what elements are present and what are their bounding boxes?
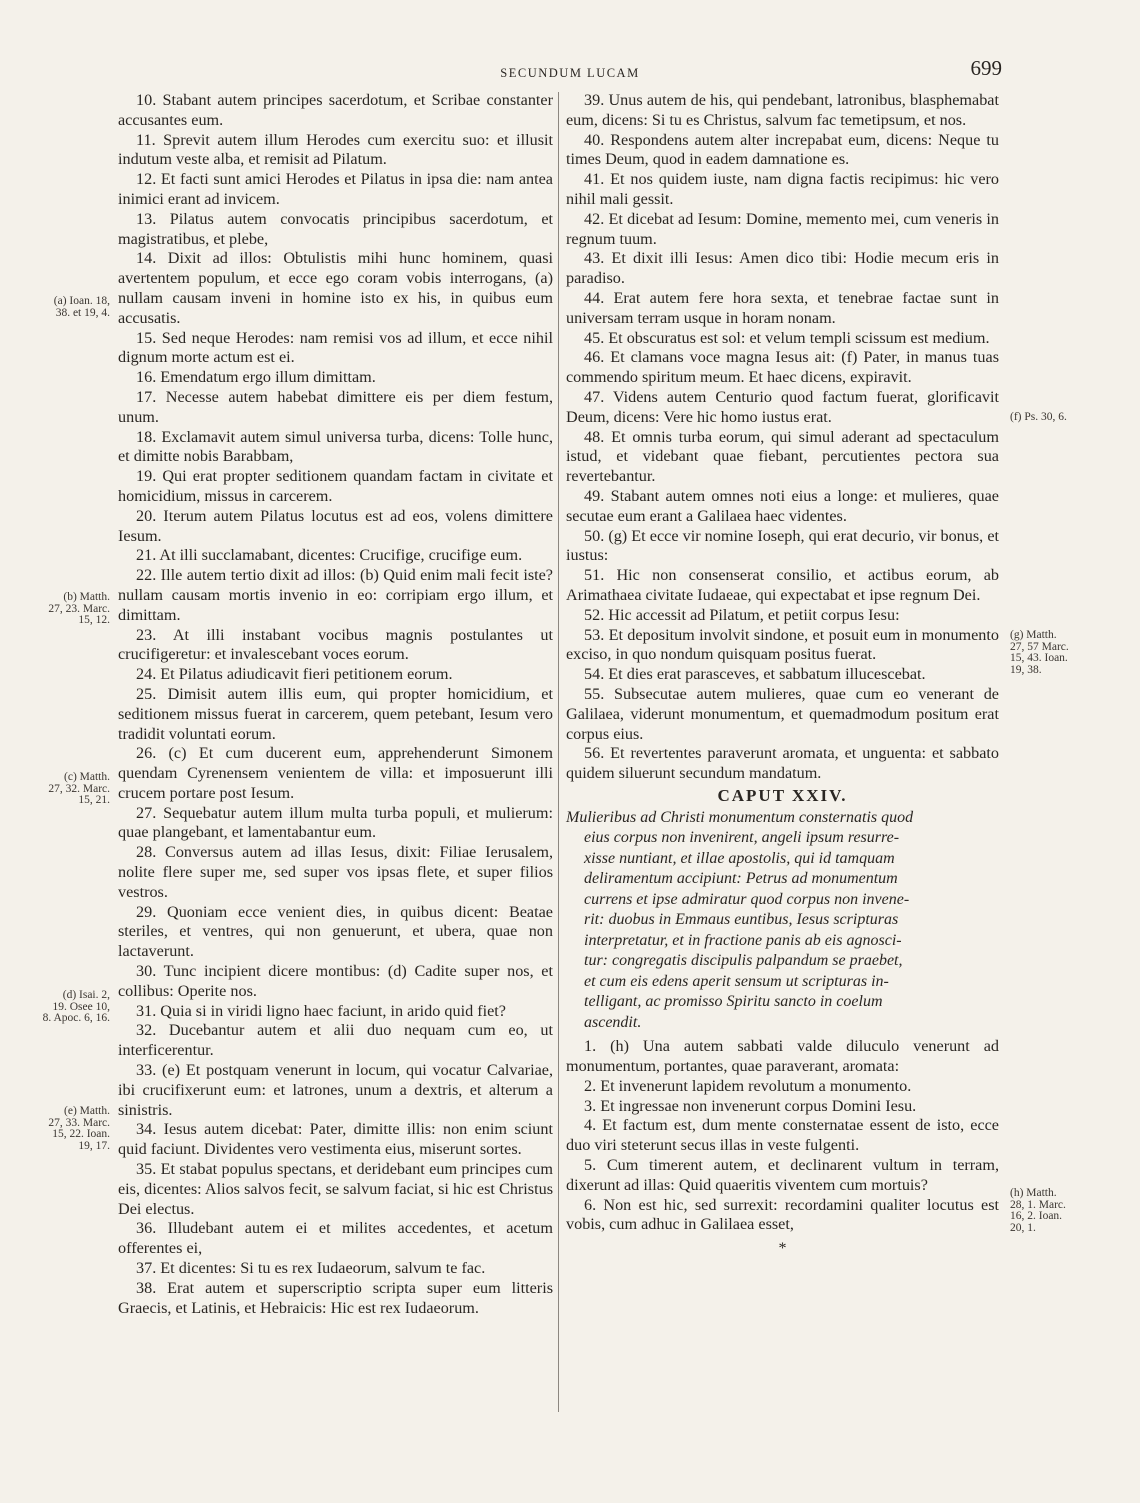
summary-line: tur: congregatis discipulis palpandum se praebet, (584, 952, 903, 970)
margin-note-h (1010, 1188, 1090, 1234)
margin-note-g (1010, 630, 1090, 676)
summary-line: telligant, ac promisso Spiritu sancto in coelum (584, 993, 883, 1011)
verse: 36. Illudebant autem ei et milites accedentes, et acetum offerentes ei, (118, 1219, 553, 1258)
verse: 5. Cum timerent autem, et declinarent vultum in terram, dixerunt ad illas: Quid quaeritis viventem cum mortuis? (566, 1155, 999, 1194)
verse: 44. Erat autem fere hora sexta, et tenebrae factae sunt in universam terram usque in horam nonam. (566, 288, 999, 327)
note-line: 16, 2. Ioan. (1010, 1210, 1063, 1222)
note-line: (c) Matth. (64, 771, 110, 783)
page-number: 699 (970, 56, 1002, 80)
note-line: 19, 17. (78, 1139, 110, 1152)
note-line: 20, 1. (1010, 1221, 1036, 1234)
verse: 32. Ducebantur autem et alii duo nequam cum eo, ut interficerentur. (118, 1021, 553, 1060)
verse: 31. Quia si in viridi ligno haec faciunt, in arido quid fiet? (136, 1001, 506, 1020)
note-line: (g) Matth. (1010, 629, 1057, 641)
verse: 13. Pilatus autem convocatis principibus sacerdotum, et magistratibus, et plebe, (118, 209, 553, 248)
verse: 46. Et clamans voce magna Iesus ait: (f) Pater, in manus tuas commendo spiritum meum. Et haec dicens, expiravit. (566, 348, 999, 387)
note-line: 28, 1. Marc. (1010, 1198, 1066, 1211)
summary-line: xisse nuntiant, et illae apostolis, qui id tamquam (584, 849, 895, 867)
verse: 11. Sprevit autem illum Herodes cum exercitu suo: et illusit indutum veste alba, et remisit ad Pilatum. (118, 130, 553, 169)
verse: 14. Dixit ad illos: Obtulistis mihi hunc hominem, quasi avertentem populum, et ecce ego coram vobis interrogans, (a) nullam causam inveni in homine isto ex his, in quibus eum accusatis. (118, 249, 553, 327)
verse: 3. Et ingressae non invenerunt corpus Domini Iesu. (584, 1096, 917, 1115)
verse: 19. Qui erat propter seditionem quandam factam in civitate et homicidium, missus in carcerem. (118, 467, 553, 505)
note-line: 27, 32. Marc. (48, 782, 110, 795)
summary-line: currens et ipse admiratur quod corpus non invene- (584, 890, 910, 908)
verse: 18. Exclamavit autem simul universa turba, dicens: Tolle hunc, et dimitte nobis Barabbam, (118, 427, 553, 466)
verse: 15. Sed neque Herodes: nam remisi vos ad illum, et ecce nihil dignum morte actum est ei. (118, 328, 553, 367)
note-line: (b) Matth. (63, 591, 110, 603)
summary-line: interpretatur, et in fractione panis ab eis agnosci- (584, 931, 902, 949)
verse: 39. Unus autem de his, qui pendebant, latronibus, blasphemabat eum, dicens: Si tu es Christus, salvum fac temetipsum, et nos. (566, 91, 999, 129)
margin-note-e (34, 1106, 110, 1152)
margin-note-d (34, 990, 110, 1025)
note-line: 15, 12. (78, 614, 110, 626)
chapter-summary (566, 808, 999, 1034)
verse: 35. Et stabat populus spectans, et deridebant eum principes cum eis, dicentes: Alios salvos fecit, se salvum faciat, si hic est Christus Dei electus. (118, 1160, 553, 1218)
verse: 30. Tunc incipient dicere montibus: (d) Cadite super nos, et collibus: Operite nos. (118, 962, 553, 1000)
chapter-heading: CAPUT XXIV. (717, 785, 848, 805)
verse: 47. Videns autem Centurio quod factum fuerat, glorificavit Deum, dicens: Vere hic homo iustus erat. (566, 387, 999, 426)
summary-line: ascendit. (584, 1013, 642, 1031)
right-column (566, 91, 999, 1259)
note-line: 19, 38. (1010, 663, 1042, 676)
note-line: 15, 21. (78, 794, 110, 806)
verse: 38. Erat autem et superscriptio scripta super eum litteris Graecis, et Latinis, et Hebraicis: Hic est rex Iudaeorum. (118, 1278, 553, 1317)
summary-line: eius corpus non invenirent, angeli ipsum resurre- (584, 829, 900, 847)
verse: 33. (e) Et postquam venerunt in locum, qui vocatur Calvariae, ibi crucifixerunt eum: et latrones, unum a dextris, et alterum a sinistris. (118, 1061, 553, 1119)
end-mark: * (778, 1240, 787, 1258)
running-title: SECUNDUM LUCAM (500, 66, 640, 80)
verse: 50. (g) Et ecce vir nomine Ioseph, qui erat decurio, vir bonus, et iustus: (566, 526, 999, 565)
verse: 45. Et obscuratus est sol: et velum templi scissum est medium. (584, 328, 990, 347)
verse: 25. Dimisit autem illis eum, qui propter homicidium, et seditionem missus fuerat in carcerem, quem petebant, Iesum vero tradidit voluntati eorum. (118, 684, 553, 743)
margin-note-a (34, 296, 110, 319)
verse: 4. Et factum est, dum mente consternatae essent de isto, ecce duo viri steterunt secus illas in veste fulgenti. (566, 1116, 999, 1155)
note-line: 27, 57 Marc. (1010, 640, 1069, 653)
verse: 1. (h) Una autem sabbati valde diluculo venerunt ad monumentum, portantes, quae paraverant, aromata: (566, 1037, 999, 1075)
note-line: 15, 43. Ioan. (1010, 652, 1068, 664)
note-line: 8. Apoc. 6, 16. (42, 1012, 110, 1024)
note-line: 38. et 19, 4. (55, 306, 110, 319)
verse: 48. Et omnis turba eorum, qui simul aderant ad spectaculum istud, et videbant quae fiebant, percutientes pectora sua revertebantur. (566, 427, 999, 486)
left-column (118, 91, 553, 1318)
summary-line: Mulieribus ad Christi monumentum consternatis quod (566, 808, 914, 826)
note-line: (f) Ps. 30, 6. (1010, 411, 1067, 423)
summary-line: et cum eis edens aperit sensum ut scripturas in- (584, 972, 889, 990)
verse: 29. Quoniam ecce venient dies, in quibus dicent: Beatae steriles, et ventres, qui non genuerunt, et ubera, quae non lactaverunt. (118, 902, 553, 961)
verse: 22. Ille autem tertio dixit ad illos: (b) Quid enim mali fecit iste? nullam causam mortis invenio in eo: corripiam ergo illum, et dimittam. (118, 566, 553, 624)
verse: 53. Et depositum involvit sindone, et posuit eum in monumento exciso, in quo nondum quisquam positus fuerat. (566, 625, 999, 664)
verse: 10. Stabant autem principes sacerdotum, et Scribae constanter accusantes eum. (118, 91, 553, 129)
verse: 56. Et revertentes paraverunt aromata, et unguenta: et sabbato quidem siluerunt secundum mandatum. (566, 744, 999, 783)
verse: 2. Et invenerunt lapidem revolutum a monumento. (584, 1076, 912, 1095)
note-line: 19. Osee 10, (52, 1000, 110, 1013)
verse: 23. At illi instabant vocibus magnis postulantes ut crucifigeretur: et invalescebant voces eorum. (118, 625, 553, 664)
margin-note-f (1010, 412, 1090, 424)
note-line: 27, 23. Marc. (48, 602, 110, 615)
verse: 40. Respondens autem alter increpabat eum, dicens: Neque tu times Deum, quod in eadem damnatione es. (566, 130, 999, 169)
verse: 27. Sequebatur autem illum multa turba populi, et mulierum: quae plangebant, et lamentabantur eum. (118, 803, 553, 842)
note-line: (e) Matth. (64, 1105, 110, 1117)
verse: 49. Stabant autem omnes noti eius a longe: et mulieres, quae secutae eum erant a Galilaea haec videntes. (566, 486, 999, 525)
verse: 24. Et Pilatus adiudicavit fieri petitionem eorum. (136, 665, 453, 684)
note-line: 15, 22. Ioan. (52, 1128, 110, 1140)
verse: 34. Iesus autem dicebat: Pater, dimitte illis: non enim sciunt quid faciunt. Dividentes vero vestimenta eius, miserunt sortes. (118, 1120, 553, 1159)
verse: 55. Subsecutae autem mulieres, quae cum eo venerant de Galilaea, viderunt monumentum, et quemadmodum positum erat corpus eius. (566, 684, 999, 743)
verse: 37. Et dicentes: Si tu es rex Iudaeorum, salvum te fac. (136, 1259, 486, 1278)
verse: 26. (c) Et cum ducerent eum, apprehenderunt Simonem quendam Cyrenensem venientem de villa: et imposuerunt illi crucem portare post Iesum. (118, 744, 553, 802)
margin-note-c (34, 772, 110, 807)
verse: 41. Et nos quidem iuste, nam digna factis recipimus: hic vero nihil mali gessit. (566, 170, 999, 208)
verse: 52. Hic accessit ad Pilatum, et petiit corpus Iesu: (584, 605, 900, 624)
summary-line: rit: duobus in Emmaus euntibus, Iesus scripturas (584, 911, 899, 929)
note-line: (d) Isai. 2, (62, 989, 110, 1001)
verse: 16. Emendatum ergo illum dimittam. (136, 368, 376, 387)
note-line: (h) Matth. (1010, 1187, 1057, 1199)
verse: 20. Iterum autem Pilatus locutus est ad eos, volens dimittere Iesum. (118, 506, 553, 545)
verse: 28. Conversus autem ad illas Iesus, dixit: Filiae Ierusalem, nolite flere super me, sed super vos ipsas flete, et super filios vestros. (118, 843, 553, 901)
verse: 6. Non est hic, sed surrexit: recordamini qualiter locutus est vobis, cum adhuc in Galilaea esset, (566, 1195, 999, 1234)
verse: 51. Hic non consenserat consilio, et actibus eorum, ab Arimathaea civitate Iudaeae, qui expectabat et ipse regnum Dei. (566, 566, 999, 604)
verse: 54. Et dies erat parasceves, et sabbatum illucescebat. (584, 665, 926, 684)
verse: 42. Et dicebat ad Iesum: Domine, memento mei, cum veneris in regnum tuum. (566, 209, 999, 248)
verse: 21. At illi succlamabant, dicentes: Crucifige, crucifige eum. (136, 546, 523, 565)
verse: 12. Et facti sunt amici Herodes et Pilatus in ipsa die: nam antea inimici erant ad invicem. (118, 170, 553, 208)
verse: 43. Et dixit illi Iesus: Amen dico tibi: Hodie mecum eris in paradiso. (566, 249, 999, 288)
note-line: (a) Ioan. 18, (53, 295, 110, 307)
summary-line: deliramentum accipiunt: Petrus ad monumentum (584, 870, 898, 888)
margin-note-b (34, 592, 110, 627)
column-divider (558, 92, 559, 1412)
note-line: 27, 33. Marc. (48, 1116, 110, 1129)
verse: 17. Necesse autem habebat dimittere eis per diem festum, unum. (118, 387, 553, 426)
